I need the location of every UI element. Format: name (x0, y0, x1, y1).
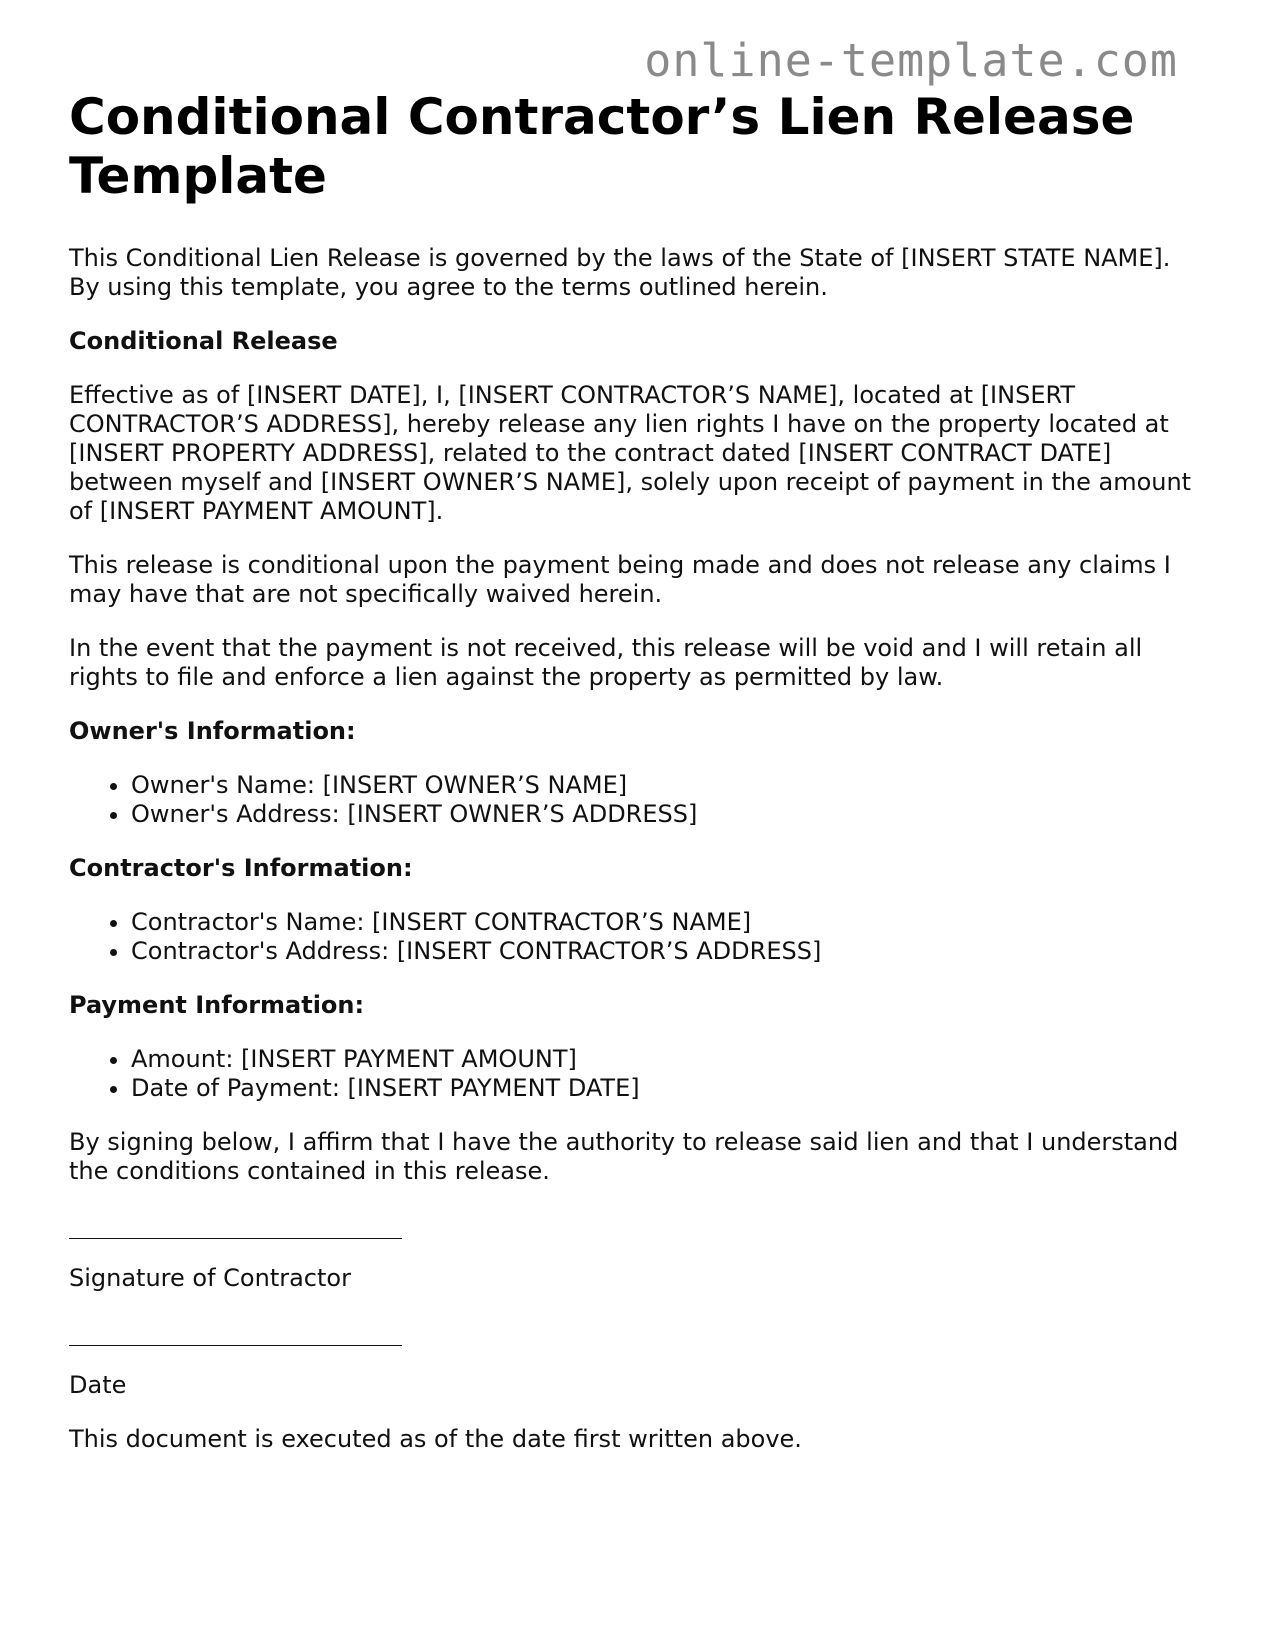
date-label: Date (69, 1371, 127, 1399)
list-item: • Contractor's Address: [INSERT CONTRACTOR’S ADDRESS] (131, 937, 1199, 966)
payment-info-list (69, 1045, 1199, 1103)
contractor-info-list (69, 908, 1199, 966)
list-item: • Owner's Address: [INSERT OWNER’S ADDRESS] (131, 800, 1199, 829)
document-title: Conditional Contractor’s Lien Release Template (69, 88, 1135, 205)
signature-label: Signature of Contractor (69, 1264, 351, 1292)
signature-line (69, 1221, 402, 1239)
list-item: • Contractor's Name: [INSERT CONTRACTOR’S NAME] (131, 908, 1199, 937)
condition-paragraph: This release is conditional upon the payment being made and does not release any claims I may have that are not specifically waived herein. (69, 551, 1171, 608)
void-paragraph: In the event that the payment is not received, this release will be void and I will retain all rights to file and enforce a lien against the property as permitted by law. (69, 634, 1143, 691)
list-item: • Date of Payment: [INSERT PAYMENT DATE] (131, 1074, 1199, 1103)
owner-info-list (69, 771, 1199, 829)
section-heading-conditional-release: Conditional Release (69, 327, 338, 355)
section-heading-payment: Payment Information: (69, 991, 365, 1019)
list-item: • Owner's Name: [INSERT OWNER’S NAME] (131, 771, 1199, 800)
section-heading-owner: Owner's Information: (69, 717, 356, 745)
list-item: • Amount: [INSERT PAYMENT AMOUNT] (131, 1045, 1199, 1074)
affirmation-paragraph: By signing below, I affirm that I have the authority to release said lien and that I understand the conditions contained in this release. (69, 1128, 1179, 1185)
watermark: online-template.com (644, 34, 1178, 87)
section-heading-contractor: Contractor's Information: (69, 854, 413, 882)
release-paragraph: Effective as of [INSERT DATE], I, [INSERT CONTRACTOR’S NAME], located at [INSERT CONTRACTOR’S ADDRESS], hereby release any lien rights I have on the property located at [INSERT PROPERTY ADDRESS], related to the contract dated [INSERT CONTRACT DATE] between myself and [INSERT OWNER’S NAME], solely upon receipt of payment in the amount of [INSERT PAYMENT AMOUNT]. (69, 381, 1192, 525)
date-line (69, 1328, 402, 1346)
document-page (69, 88, 1199, 1454)
intro-paragraph: This Conditional Lien Release is governed by the laws of the State of [INSERT STATE NAME]. By using this template, you agree to the terms outlined herein. (69, 244, 1171, 301)
closing-paragraph: This document is executed as of the date first written above. (69, 1425, 802, 1453)
